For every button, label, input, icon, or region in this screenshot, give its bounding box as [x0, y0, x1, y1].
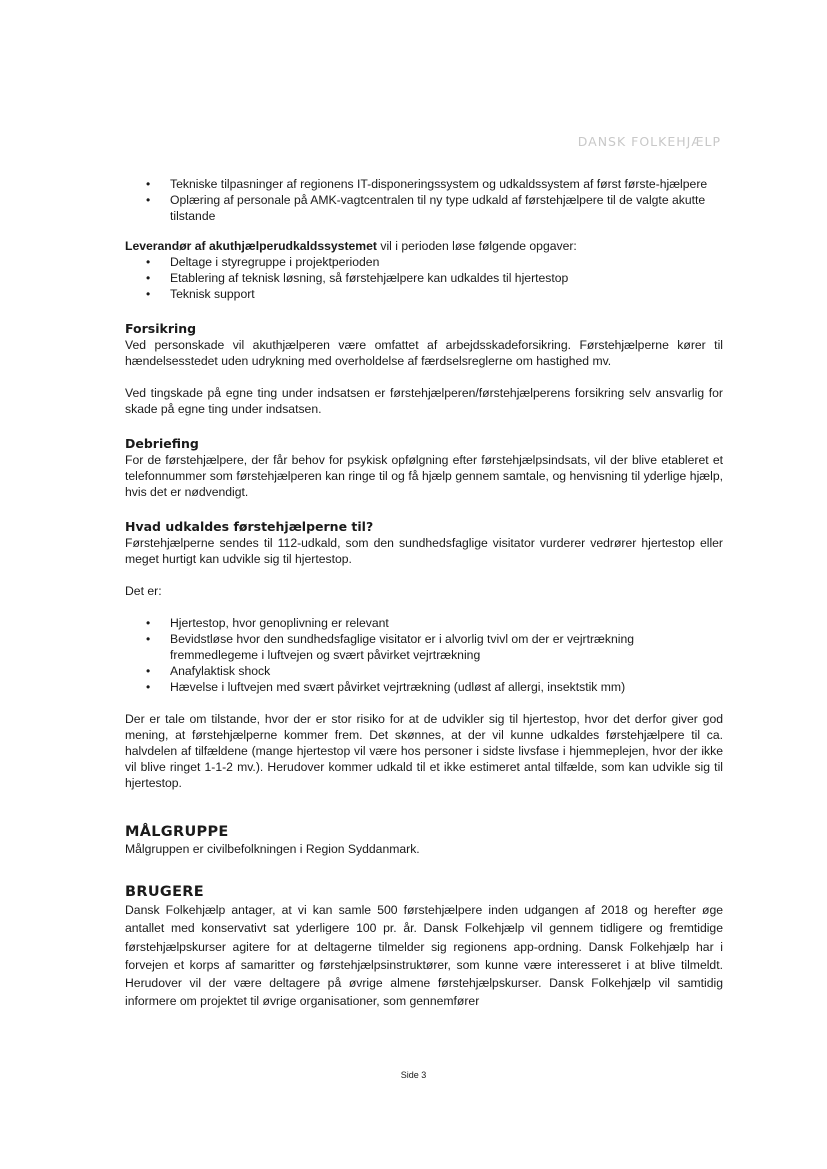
header-brand: DANSK FOLKEHJÆLP	[577, 134, 721, 149]
hvad-bullet-list	[125, 615, 723, 695]
list-item: • Hævelse i luftvejen med svært påvirket vejrtrækning (udløst af allergi, insektstik mm)	[125, 679, 723, 695]
section-heading-forsikring: Forsikring	[125, 321, 197, 336]
forsikring-paragraph: Ved tingskade på egne ting under indsatsen er førstehjælperen/førstehjælperens forsikring selv ansvarlig for skade på egne ting under indsatsen.	[125, 386, 723, 416]
top-bullet-list	[125, 176, 723, 224]
list-item: • Anafylaktisk shock	[125, 663, 723, 679]
forsikring-paragraph: Ved personskade vil akuthjælperen være omfattet af arbejdsskadeforsikring. Førstehjælperne kører til hændelsesstedet uden udrykning med overholdelse af færdselsreglerne om hastighed mv.	[125, 338, 723, 368]
list-item: • Bevidstløse hvor den sundhedsfaglige visitator er i alvorlig tvivl om der er vejrtrækning fremmedlegeme i luftvejen og svært påvirket vejrtrækning	[125, 631, 723, 663]
list-item: • Oplæring af personale på AMK-vagtcentralen til ny type udkald af førstehjælpere til de valgte akutte tilstande	[125, 192, 723, 224]
brugere-paragraph: Dansk Folkehjælp antager, at vi kan samle 500 førstehjælpere inden udgangen af 2018 og herefter øge antallet med konservativt sat yderligere 100 pr. år. Dansk Folkehjælp vil gennem tidligere og fremtidige førstehjælpskurser agitere for at deltagerne tilmelder sig regionens app-ordning. Dansk Folkehjælp har i forvejen et korps af samaritter og førstehjælpsinstruktører, som kunne være interesseret i at blive tilmeldt. Herudover vil der være deltagere på øvrige almene førstehjælpskurser. Dansk Folkehjælp vil samtidig informere om projektet til øvrige organisationer, som gennemfører	[125, 903, 723, 1009]
leverandor-bold: Leverandør af akuthjælperudkaldssystemet	[125, 239, 377, 253]
leverandor-intro	[125, 238, 723, 254]
leverandor-bullet-list	[125, 254, 723, 302]
malgruppe-paragraph: Målgruppen er civilbefolkningen i Region Syddanmark.	[125, 842, 420, 856]
section-heading-hvad: Hvad udkaldes førstehjælperne til?	[125, 519, 374, 534]
list-item: • Teknisk support	[125, 286, 723, 302]
list-item: • Etablering af teknisk løsning, så førstehjælpere kan udkaldes til hjertestop	[125, 270, 723, 286]
hvad-paragraph: Det er:	[125, 584, 162, 598]
list-item: • Tekniske tilpasninger af regionens IT-disponeringssystem og udkaldssystem af først første-hjælpere	[125, 176, 723, 192]
section-heading-debriefing: Debriefing	[125, 436, 199, 451]
section-heading-brugere: BRUGERE	[125, 884, 204, 900]
section-heading-malgruppe: MÅLGRUPPE	[125, 824, 229, 840]
debriefing-paragraph: For de førstehjælpere, der får behov for psykisk opfølgning efter førstehjælpsindsats, vil der blive etableret et telefonnummer som førstehjælperen kan ringe til og få hjælp gennem samtale, og henvisning til yderlige hjælp, hvis det er nødvendigt.	[125, 453, 723, 499]
page-number: Side 3	[400, 1070, 427, 1080]
list-item: • Deltage i styregruppe i projektperioden	[125, 254, 723, 270]
hvad-paragraph: Der er tale om tilstande, hvor der er stor risiko for at de udvikler sig til hjertestop, hvor det derfor giver god mening, at førstehjælperne kommer frem. Det skønnes, at der vil kunne udkaldes førstehjælpere til ca. halvdelen af tilfældene (mange hjertestop vil være hos personer i sidste livsfase i hjemmeplejen, hvor der ikke vil blive ringet 1-1-2 mv.). Herudover kommer udkald til et ikke estimeret antal tilfælde, som kan udvikle sig til hjertestop.	[125, 712, 723, 790]
list-item: • Hjertestop, hvor genoplivning er relevant	[125, 615, 723, 631]
leverandor-rest: vil i perioden løse følgende opgaver:	[376, 239, 577, 253]
hvad-paragraph: Førstehjælperne sendes til 112-udkald, som den sundhedsfaglige visitator vurderer vedrører hjertestop eller meget hurtigt kan udvikle sig til hjertestop.	[125, 536, 723, 566]
page-content	[125, 176, 723, 1011]
